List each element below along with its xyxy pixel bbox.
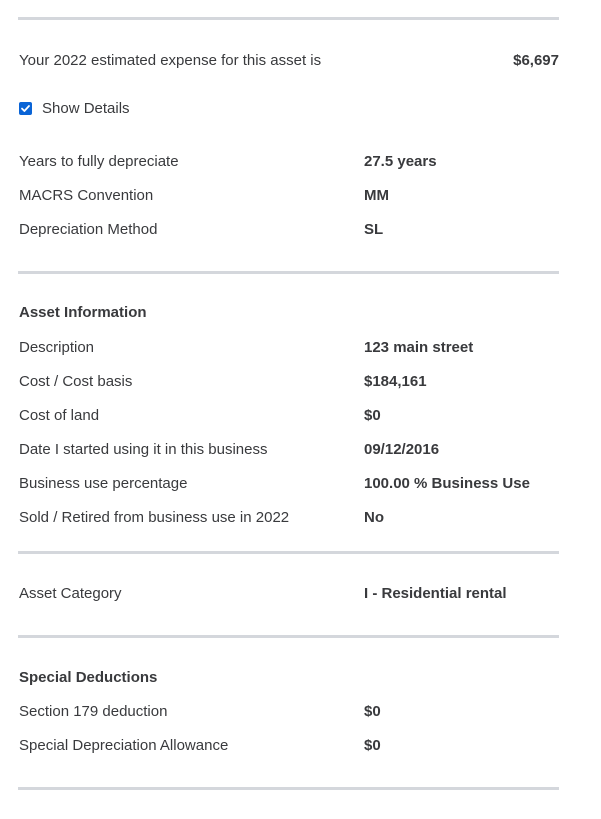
convention-value: MM [364,187,389,204]
date-label: Date I started using it in this business [19,441,268,458]
sold-row [19,507,559,529]
section179-row [19,701,559,723]
business-use-row [19,473,559,495]
description-value: 123 main street [364,339,474,356]
years-label: Years to fully depreciate [19,153,179,170]
category-label: Asset Category [19,585,122,602]
divider-top [18,17,559,20]
land-value: $0 [364,407,381,424]
cost-label: Cost / Cost basis [19,373,133,390]
show-details-label[interactable]: Show Details [42,100,130,117]
estimated-expense-value: $6,697 [513,52,559,69]
description-label: Description [19,339,95,356]
years-value: 27.5 years [364,153,437,170]
cost-row [19,371,559,393]
divider-bottom [18,787,559,790]
divider-category [18,635,559,638]
method-row [19,219,559,241]
asset-information-title: Asset Information [19,304,147,321]
category-row [19,583,559,605]
sold-value: No [364,509,384,526]
land-label: Cost of land [19,407,100,424]
method-value: SL [364,221,384,238]
date-row [19,439,559,461]
allowance-value: $0 [364,737,381,754]
section179-value: $0 [364,703,381,720]
checkmark-icon [20,103,31,114]
allowance-label: Special Depreciation Allowance [19,737,229,754]
business-use-value: 100.00 % Business Use [364,475,530,492]
estimated-expense-label: Your 2022 estimated expense for this asset is [19,52,322,69]
convention-label: MACRS Convention [19,187,154,204]
date-value: 09/12/2016 [364,441,440,458]
sold-label: Sold / Retired from business use in 2022 [19,509,290,526]
estimated-expense-row [19,50,559,72]
description-row [19,337,559,359]
show-details-checkbox[interactable] [19,102,32,115]
convention-row [19,185,559,207]
years-row [19,151,559,173]
land-row [19,405,559,427]
section179-label: Section 179 deduction [19,703,168,720]
category-value: I - Residential rental [364,585,507,602]
allowance-row [19,735,559,757]
special-deductions-title: Special Deductions [19,669,158,686]
divider-asset-info [18,551,559,554]
business-use-label: Business use percentage [19,475,188,492]
cost-value: $184,161 [364,373,427,390]
divider-depreciation [18,271,559,274]
method-label: Depreciation Method [19,221,158,238]
